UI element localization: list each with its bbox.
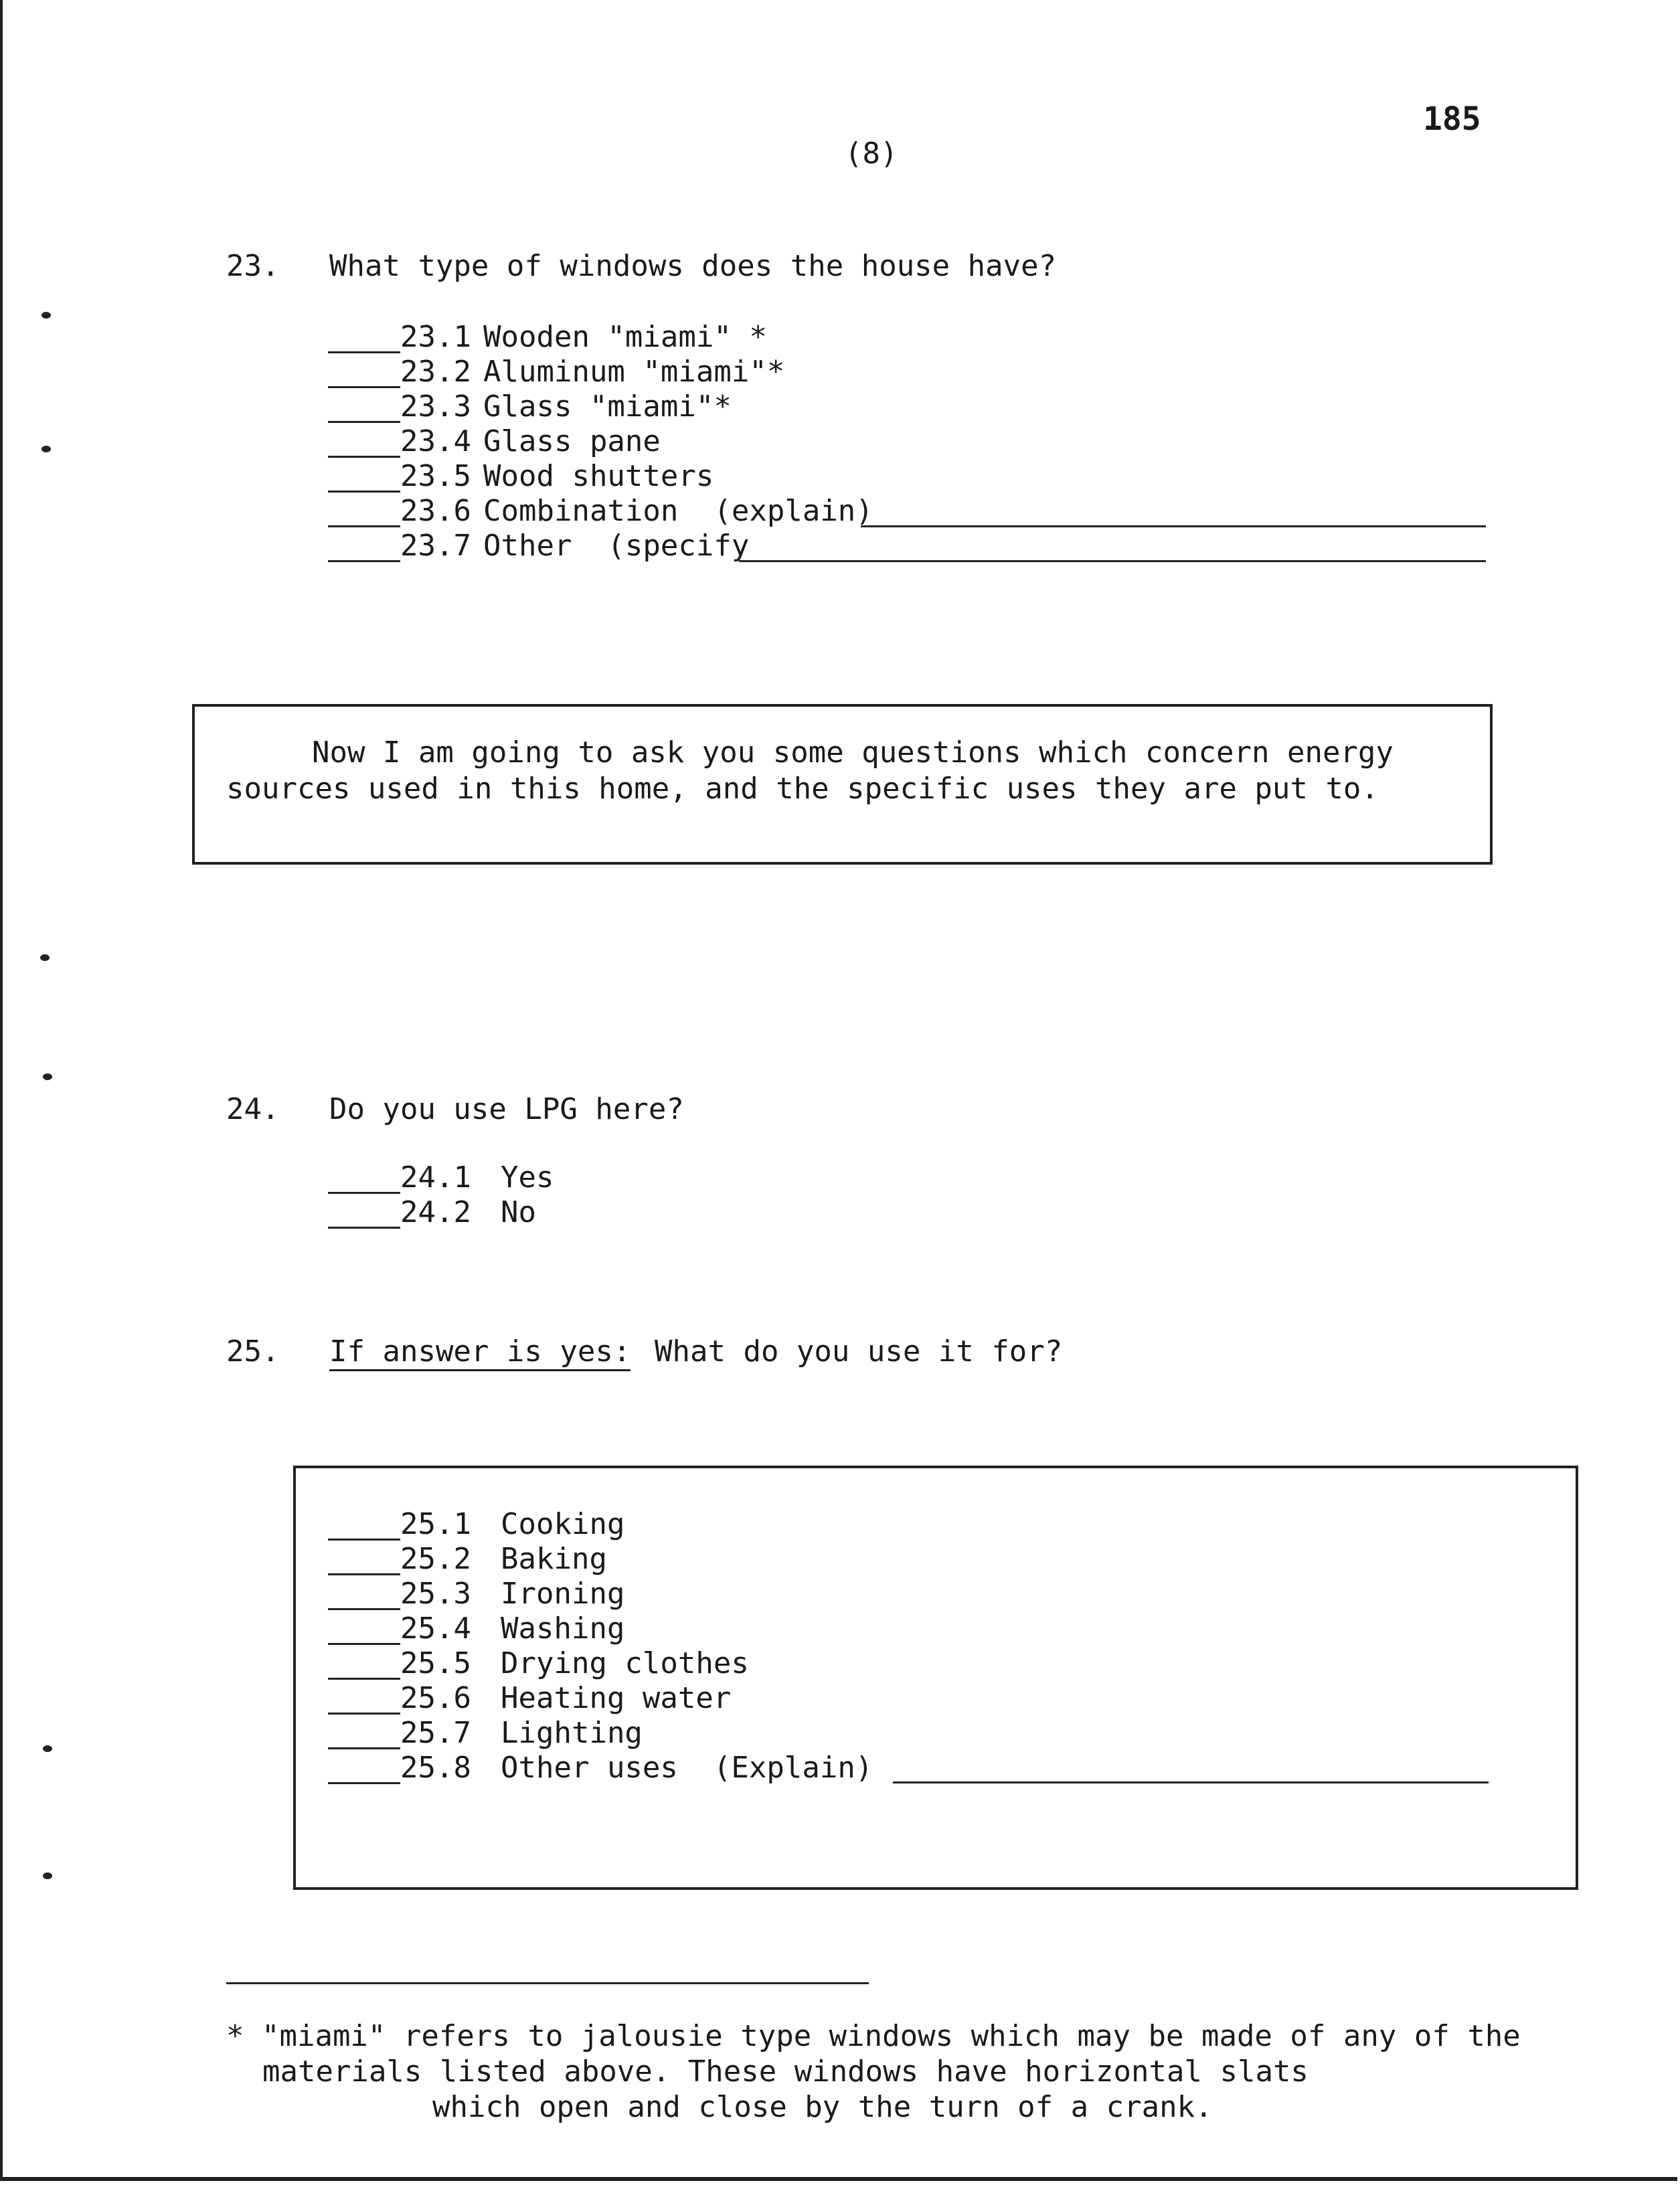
option-23-3[interactable] (328, 389, 863, 424)
explain-line-25-8[interactable] (893, 1781, 1489, 1783)
section-number: (8) (845, 137, 898, 171)
answer-blank[interactable] (328, 386, 400, 388)
option-code: 24.1 (400, 1160, 471, 1195)
answer-blank[interactable] (328, 560, 400, 562)
option-code: 25.2 (400, 1542, 471, 1576)
option-25-1[interactable] (328, 1507, 930, 1542)
answer-blank[interactable] (328, 1192, 400, 1194)
option-label: Combination (explain) (483, 494, 873, 528)
option-code: 23.3 (400, 389, 471, 424)
question-25-text: What do you use it for? (655, 1334, 1063, 1369)
option-25-2[interactable] (328, 1542, 930, 1577)
answer-blank[interactable] (328, 1643, 400, 1645)
specify-line-23-7[interactable] (739, 560, 1486, 562)
option-24-2[interactable] (328, 1195, 730, 1230)
option-25-5[interactable] (328, 1646, 930, 1681)
option-label: No (501, 1195, 536, 1229)
option-code: 25.5 (400, 1646, 471, 1680)
option-code: 23.7 (400, 529, 471, 563)
note-line-2: sources used in this home, and the specific uses they are put to. (226, 772, 1379, 806)
option-label: Lighting (501, 1716, 643, 1750)
answer-blank[interactable] (328, 1539, 400, 1541)
note-line-1: Now I am going to ask you some questions which concern energy (312, 735, 1394, 770)
option-25-7[interactable] (328, 1716, 930, 1751)
question-23-text: What type of windows does the house have? (329, 249, 1057, 283)
option-24-1[interactable] (328, 1160, 730, 1195)
option-23-5[interactable] (328, 459, 863, 494)
option-label: Washing (501, 1611, 625, 1646)
explain-line-23-6[interactable] (861, 525, 1486, 527)
page-number: 185 (1423, 100, 1481, 138)
option-code: 25.6 (400, 1681, 471, 1715)
question-25-number: 25. (226, 1334, 280, 1369)
answer-blank[interactable] (328, 456, 400, 458)
answer-blank[interactable] (328, 351, 400, 353)
option-label: Yes (501, 1160, 554, 1195)
option-code: 23.1 (400, 320, 471, 354)
option-23-6[interactable] (328, 494, 873, 529)
answer-blank[interactable] (328, 1678, 400, 1680)
option-23-1[interactable] (328, 320, 863, 355)
option-code: 25.3 (400, 1577, 471, 1611)
answer-blank[interactable] (328, 1608, 400, 1610)
option-label: Baking (501, 1542, 607, 1576)
question-24-number: 24. (226, 1092, 280, 1126)
answer-blank[interactable] (328, 1573, 400, 1575)
option-25-6[interactable] (328, 1681, 930, 1716)
footnote-line-1: * "miami" refers to jalousie type windows which may be made of any of the (226, 2019, 1521, 2053)
margin-mark (43, 1745, 52, 1752)
option-label: Cooking (501, 1507, 625, 1541)
footnote-line-3: which open and close by the turn of a crank. (432, 2090, 1213, 2124)
option-label: Other uses (Explain) (501, 1751, 873, 1785)
answer-blank[interactable] (328, 1713, 400, 1715)
option-label: Glass pane (483, 424, 661, 458)
option-code: 25.7 (400, 1716, 471, 1750)
margin-mark (43, 1872, 52, 1879)
option-label: Aluminum "miami"* (483, 355, 785, 389)
option-code: 23.2 (400, 355, 471, 389)
option-25-8[interactable] (328, 1751, 930, 1785)
answer-blank[interactable] (328, 1227, 400, 1229)
option-23-2[interactable] (328, 355, 863, 389)
option-label: Wooden "miami" * (483, 320, 767, 354)
option-label: Ironing (501, 1577, 625, 1611)
option-23-7[interactable] (328, 529, 863, 563)
question-24-text: Do you use LPG here? (329, 1092, 684, 1126)
footnote-line-2: materials listed above. These windows have horizontal slats (262, 2055, 1309, 2089)
option-label: Drying clothes (501, 1646, 749, 1680)
footnote-rule (226, 1982, 869, 1984)
option-25-4[interactable] (328, 1611, 930, 1646)
option-code: 24.2 (400, 1195, 471, 1229)
question-23-number: 23. (226, 249, 280, 283)
option-code: 25.4 (400, 1611, 471, 1646)
option-23-4[interactable] (328, 424, 863, 459)
margin-mark (40, 954, 50, 961)
answer-blank[interactable] (328, 1782, 400, 1784)
answer-blank[interactable] (328, 491, 400, 493)
option-code: 23.5 (400, 459, 471, 493)
option-code: 23.6 (400, 494, 471, 528)
option-code: 23.4 (400, 424, 471, 458)
option-label: Glass "miami"* (483, 389, 732, 424)
question-25-condition: If answer is yes: (329, 1334, 631, 1371)
answer-blank[interactable] (328, 421, 400, 423)
margin-mark (43, 1073, 52, 1080)
answer-blank[interactable] (328, 1747, 400, 1749)
option-25-3[interactable] (328, 1577, 930, 1611)
option-code: 25.8 (400, 1751, 471, 1785)
option-label: Wood shutters (483, 459, 714, 493)
margin-mark (41, 446, 51, 452)
answer-blank[interactable] (328, 525, 400, 527)
option-label: Heating water (501, 1681, 732, 1715)
option-label: Other (specify (483, 529, 750, 563)
option-code: 25.1 (400, 1507, 471, 1541)
margin-mark (41, 312, 51, 319)
